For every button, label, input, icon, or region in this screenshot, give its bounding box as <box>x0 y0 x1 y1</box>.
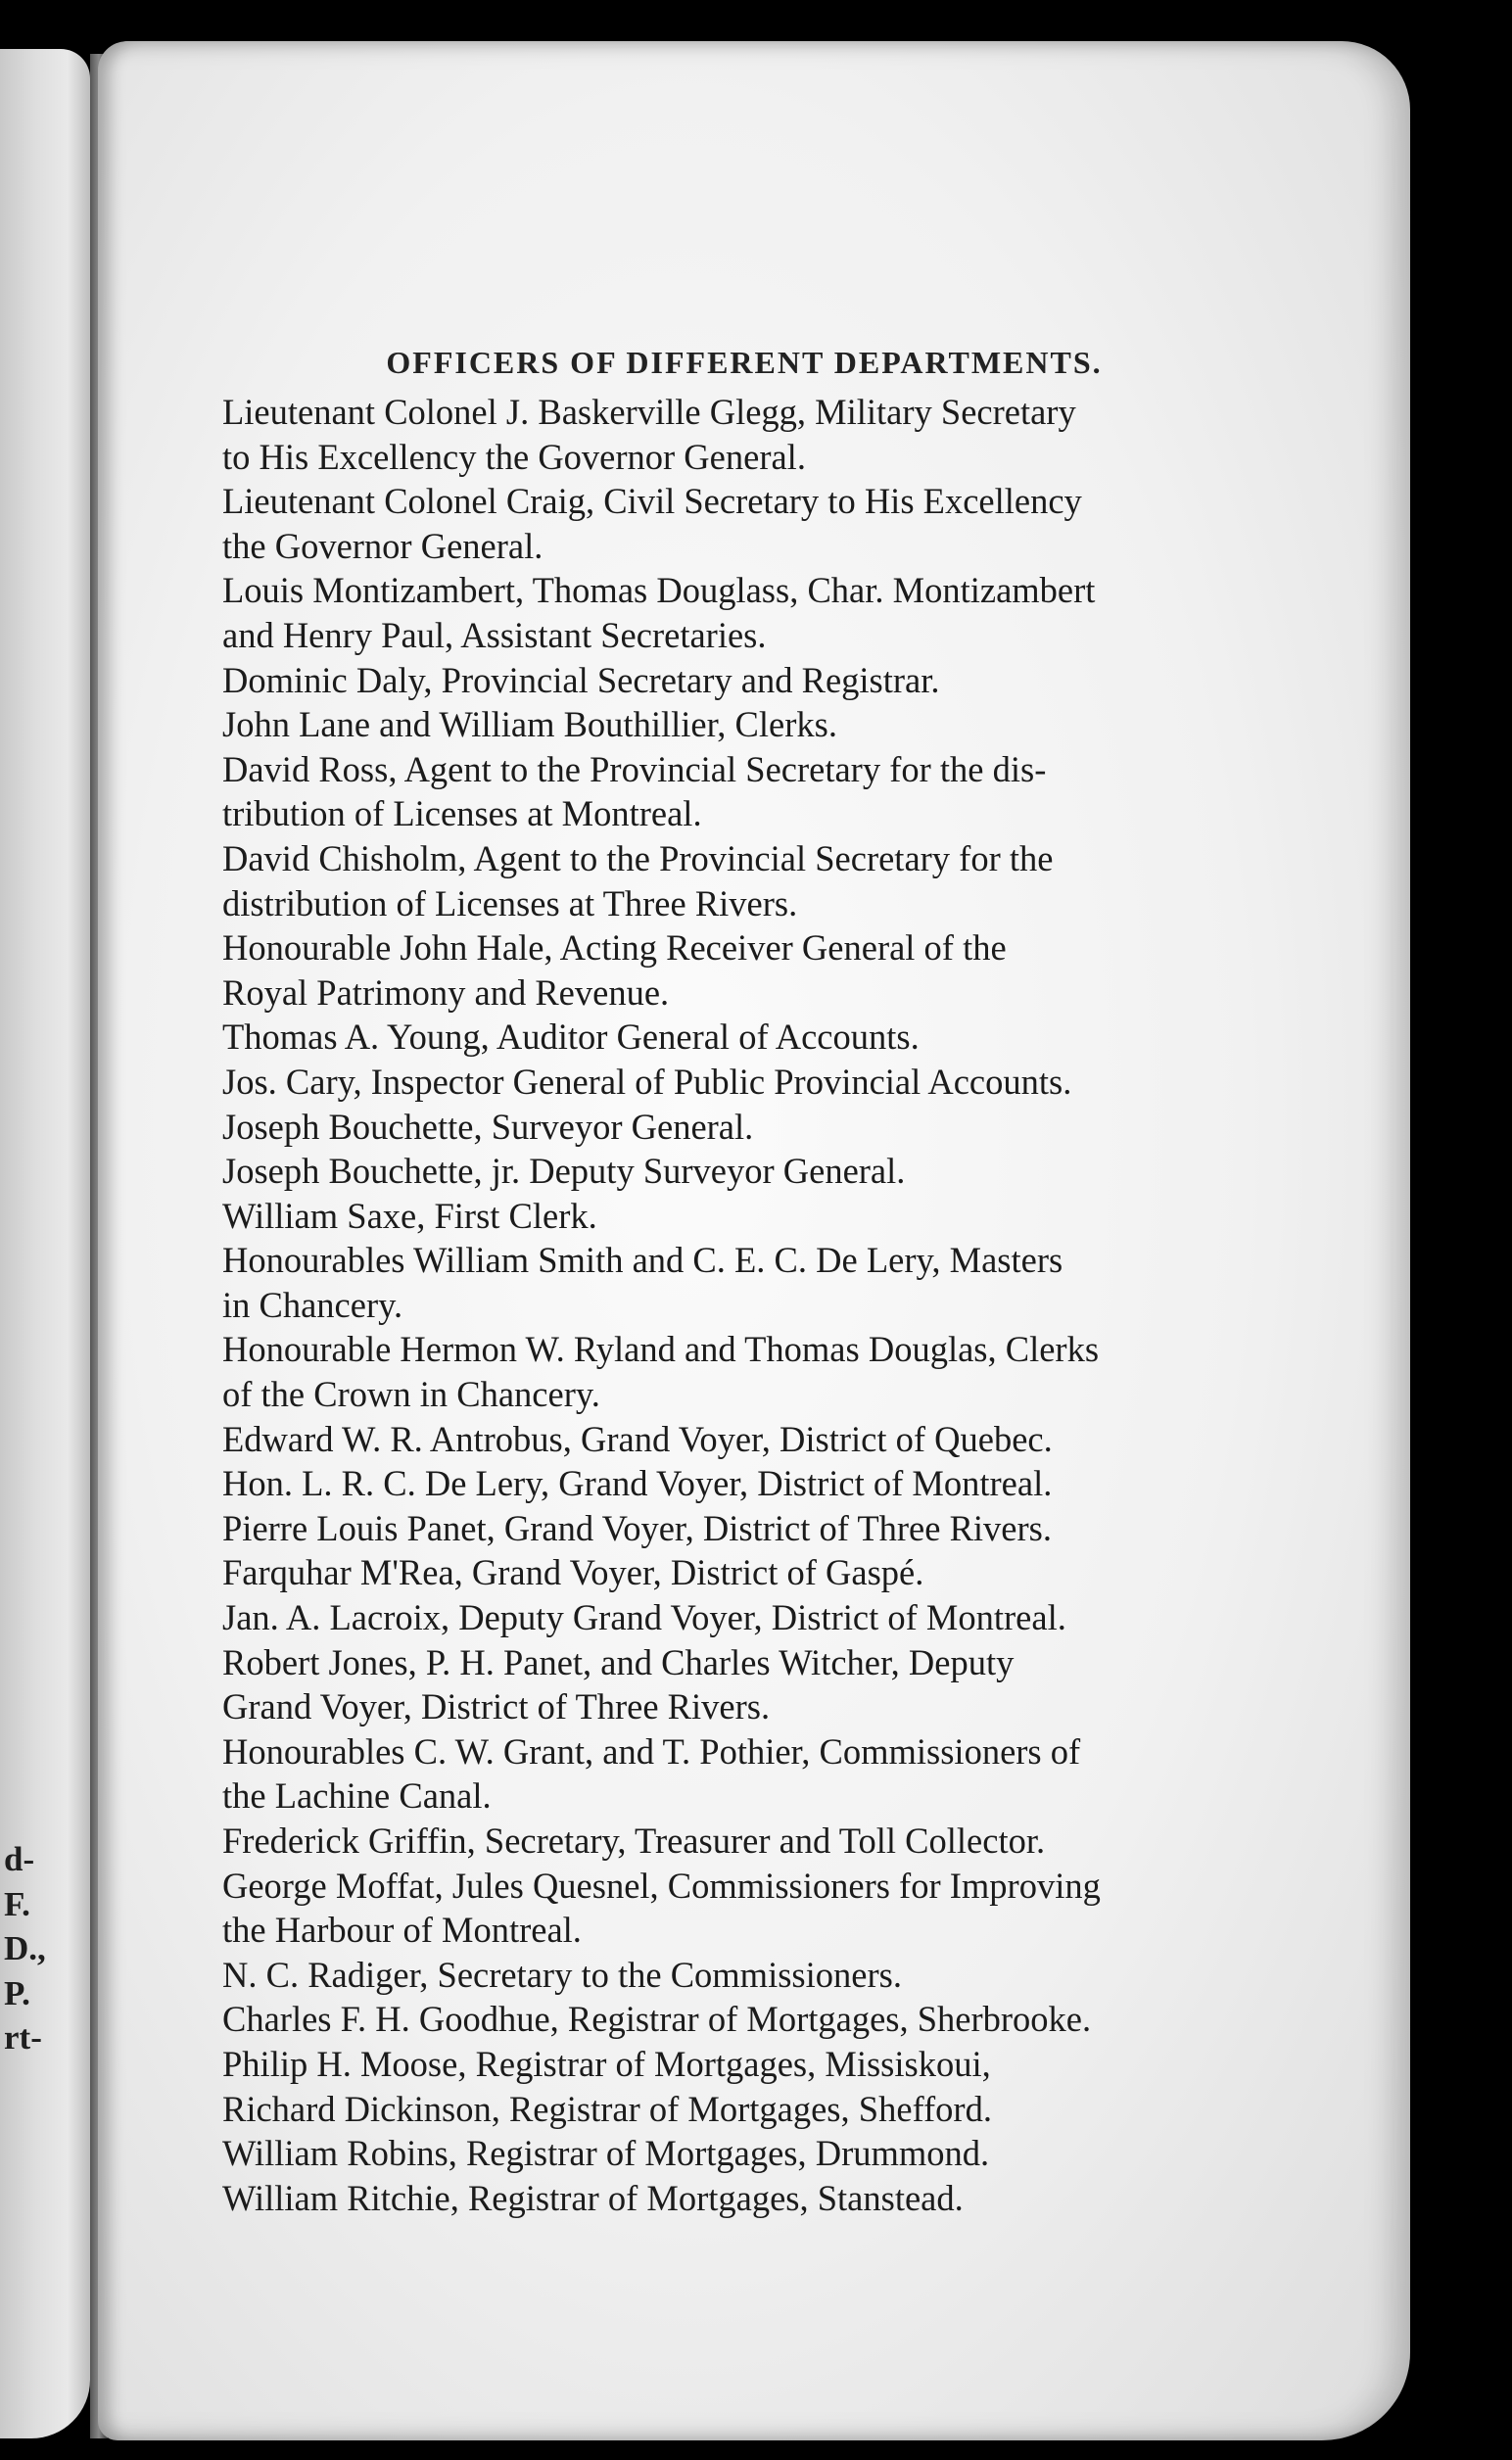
entry-first-line: David Chisholm, Agent to the Provincial Secretary for the <box>222 837 1054 878</box>
entry-first-line: Honourable John Hale, Acting Receiver General of the <box>222 927 1007 969</box>
page-text <box>211 335 1268 2220</box>
entry-continuation-line: Royal Patrimony and Revenue. <box>222 971 670 1013</box>
officer-entry <box>211 390 1268 479</box>
entry-continuation-line: the Lachine Canal. <box>222 1775 492 1817</box>
entry-first-line: Jan. A. Lacroix, Deputy Grand Voyer, District of Montreal. <box>222 1597 1066 1638</box>
officer-entry <box>211 1194 1268 1239</box>
officer-list <box>211 390 1268 2220</box>
entry-continuation-line: the Governor General. <box>222 525 543 566</box>
entry-continuation-line: of the Crown in Chancery. <box>222 1374 600 1415</box>
entry-first-line: Richard Dickinson, Registrar of Mortgages, Shefford. <box>222 2088 992 2129</box>
officer-entry <box>211 702 1268 747</box>
officer-entry <box>211 2087 1268 2132</box>
officer-entry <box>211 1461 1268 1506</box>
officer-entry <box>211 1238 1268 1327</box>
officer-entry <box>211 2131 1268 2176</box>
officer-entry <box>211 1864 1268 1953</box>
entry-continuation-line: in Chancery. <box>222 1284 403 1325</box>
officer-entry <box>211 479 1268 568</box>
officer-entry <box>211 658 1268 703</box>
entry-first-line: Hon. L. R. C. De Lery, Grand Voyer, District of Montreal. <box>222 1463 1053 1504</box>
officer-entry <box>211 2176 1268 2221</box>
entry-first-line: Lieutenant Colonel J. Baskerville Glegg, Military Secretary <box>222 392 1076 432</box>
entry-continuation-line: distribution of Licenses at Three Rivers. <box>222 882 798 923</box>
officer-entry <box>211 1506 1268 1551</box>
entry-first-line: Robert Jones, P. H. Panet, and Charles Witcher, Deputy <box>222 1641 1015 1682</box>
officer-entry <box>211 1105 1268 1150</box>
entry-first-line: Farquhar M'Rea, Grand Voyer, District of Gaspé. <box>222 1552 924 1593</box>
left-fragment: rt- <box>4 2018 42 2057</box>
entry-first-line: N. C. Radiger, Secretary to the Commissioners. <box>222 1954 902 1995</box>
entry-first-line: Dominic Daly, Provincial Secretary and Registrar. <box>222 659 940 700</box>
entry-first-line: Joseph Bouchette, jr. Deputy Surveyor General. <box>222 1151 906 1192</box>
page-heading: OFFICERS OF DIFFERENT DEPARTMENTS. <box>386 345 1103 380</box>
officer-entry <box>211 1953 1268 1998</box>
entry-first-line: Pierre Louis Panet, Grand Voyer, District of Three Rivers. <box>222 1507 1052 1548</box>
officer-entry <box>211 747 1268 836</box>
entry-first-line: John Lane and William Bouthillier, Clerks. <box>222 704 837 745</box>
officer-entry <box>211 568 1268 657</box>
officer-entry <box>211 1550 1268 1595</box>
left-fragment: d- <box>4 1840 35 1878</box>
officer-entry <box>211 1640 1268 1729</box>
officer-entry <box>211 925 1268 1015</box>
entry-continuation-line: Grand Voyer, District of Three Rivers. <box>222 1686 771 1727</box>
entry-first-line: Frederick Griffin, Secretary, Treasurer and Toll Collector. <box>222 1821 1046 1861</box>
entry-first-line: Charles F. H. Goodhue, Registrar of Mortgages, Sherbrooke. <box>222 1999 1092 2040</box>
entry-continuation-line: and Henry Paul, Assistant Secretaries. <box>222 614 767 655</box>
officer-entry <box>211 1417 1268 1462</box>
officer-entry <box>211 1060 1268 1105</box>
officer-entry <box>211 836 1268 925</box>
entry-continuation-line: to His Excellency the Governor General. <box>222 436 806 477</box>
entry-first-line: Louis Montizambert, Thomas Douglass, Char. Montizambert <box>222 570 1096 611</box>
officer-entry <box>211 1595 1268 1640</box>
entry-first-line: William Saxe, First Clerk. <box>222 1195 597 1236</box>
entry-first-line: Edward W. R. Antrobus, Grand Voyer, District of Quebec. <box>222 1418 1053 1459</box>
entry-first-line: Lieutenant Colonel Craig, Civil Secretary to His Excellency <box>222 481 1082 522</box>
entry-first-line: William Ritchie, Registrar of Mortgages, Stanstead. <box>222 2177 964 2218</box>
officer-entry <box>211 1997 1268 2042</box>
officer-entry <box>211 1327 1268 1416</box>
entry-first-line: Jos. Cary, Inspector General of Public Provincial Accounts. <box>222 1061 1072 1102</box>
left-page-text-fragments <box>0 1837 69 2060</box>
entry-first-line: Honourable Hermon W. Ryland and Thomas Douglas, Clerks <box>222 1329 1100 1370</box>
entry-first-line: Thomas A. Young, Auditor General of Accounts. <box>222 1017 920 1058</box>
entry-first-line: David Ross, Agent to the Provincial Secretary for the dis- <box>222 748 1047 789</box>
entry-first-line: George Moffat, Jules Quesnel, Commissioners for Improving <box>222 1865 1101 1906</box>
entry-first-line: William Robins, Registrar of Mortgages, Drummond. <box>222 2133 990 2174</box>
officer-entry <box>211 1015 1268 1060</box>
left-fragment: D., <box>4 1929 46 1967</box>
book-page <box>98 41 1410 2440</box>
entry-first-line: Philip H. Moose, Registrar of Mortgages, Missiskoui, <box>222 2043 991 2084</box>
officer-entry <box>211 2042 1268 2087</box>
officer-entry <box>211 1729 1268 1819</box>
left-fragment: P. <box>4 1973 30 2012</box>
entry-continuation-line: tribution of Licenses at Montreal. <box>222 793 702 834</box>
left-fragment: F. <box>4 1884 30 1923</box>
entry-first-line: Joseph Bouchette, Surveyor General. <box>222 1106 754 1147</box>
entry-first-line: Honourables William Smith and C. E. C. De Lery, Masters <box>222 1240 1063 1281</box>
officer-entry <box>211 1149 1268 1194</box>
left-page-fragment <box>0 49 90 2438</box>
entry-continuation-line: the Harbour of Montreal. <box>222 1910 582 1951</box>
officer-entry <box>211 1819 1268 1864</box>
entry-first-line: Honourables C. W. Grant, and T. Pothier, Commissioners of <box>222 1730 1081 1772</box>
